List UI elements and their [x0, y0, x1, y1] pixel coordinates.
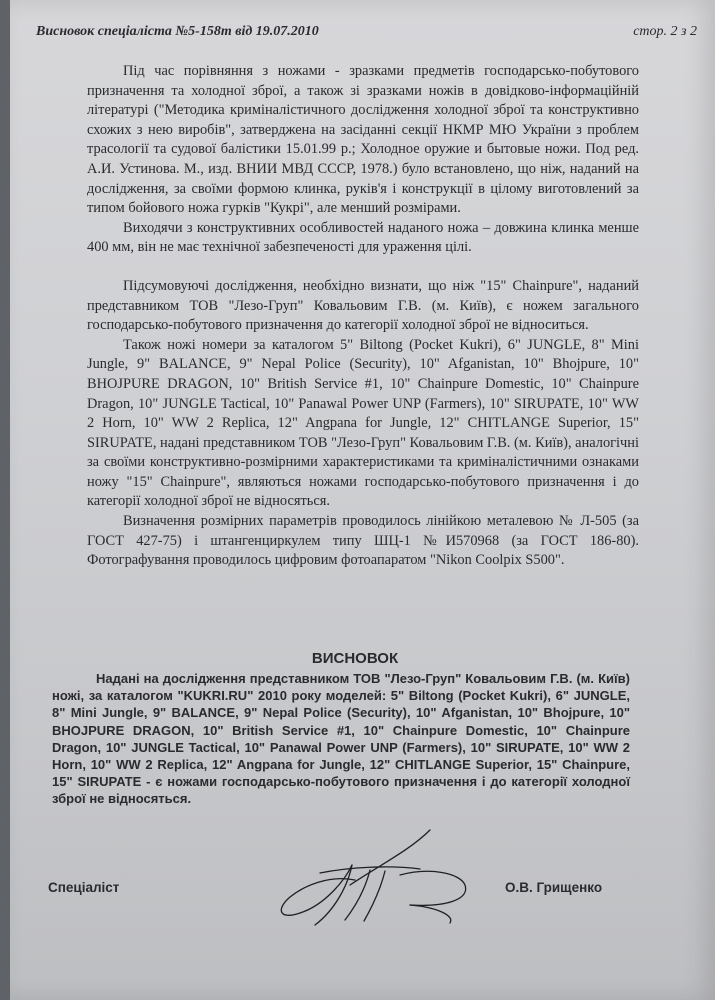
paragraph-summary: Підсумовуючі дослідження, необхідно визнати, що ніж "15" Chainpure", наданий представником ТОВ "Лезо-Груп" Ковальовим Г.В. (м. Київ), є ножем загального господарсько-побутового призначення до категорії холодної зброї не відноситься. [87, 277, 639, 334]
document-page [10, 0, 715, 1000]
document-body [87, 62, 639, 571]
conclusion-block [52, 670, 630, 808]
paragraph-other-knives: Також ножі номери за каталогом 5" Biltong (Pocket Kukri), 6" JUNGLE, 8" Mini Jungle, 9" BALANCE, 9" Nepal Police (Security), 10" Afganistan, 10" Bhojpure, 10" BHOJPURE DRAGON, 10" British Service #1, 10" Chainpure Domestic, 10" Chainpure Dragon, 10" JUNGLE Tactical, 10" Panawal Power UNP (Farmers), 10" SIRUPATE, 10" WW 2 Horn, 10" WW 2 Replica, 12" Angpana for Jungle, 12" CHITLANGE Superior, 15" SIRUPATE, надані представником ТОВ "Лезо-Груп" Ковальовим Г.В. (м. Київ), аналогічні за своїми конструктивно-розмірними характеристиками та криміналістичними ознаками ножу "15" Chainpure", являються ножами господарсько-побутового призначення і до категорії холодної зброї не відносяться. [87, 336, 639, 510]
signature-name: О.В. Грищенко [505, 880, 603, 895]
page-number: стор. 2 з 2 [633, 24, 697, 39]
conclusion-text: Надані на дослідження представником ТОВ "Лезо-Груп" Ковальовим Г.В. (м. Київ) ножі, за каталогом "KUKRI.RU" 2010 року моделей: 5" Biltong (Pocket Kukri), 6" JUNGLE, 8" Mini Jungle, 9" BALANCE, 9" Nepal Police (Security), 10" Afganistan, 10" Bhojpure, 10" BHOJPURE DRAGON, 10" British Service #1, 10" Chainpure Domestic, 10" Chainpure Dragon, 10" JUNGLE Tactical, 10" Panawal Power UNP (Farmers), 10" SIRUPATE, 10" WW 2 Horn, 10" WW 2 Replica, 12" Angpana for Jungle, 12" CHITLANGE Superior, 15" Chainpure, 15" SIRUPATE - є ножами господарсько-побутового призначення і до категорії холодної зброї не відносяться. [52, 671, 630, 807]
document-reference: Висновок спеціаліста №5-158т від 19.07.2010 [36, 24, 319, 39]
handwritten-signature [260, 825, 500, 935]
signature-role: Спеціаліст [48, 880, 120, 895]
conclusion-title: ВИСНОВОК [311, 650, 399, 667]
paragraph-blade-length: Виходячи з конструктивних особливостей наданого ножа – довжина клинка менше 400 мм, він не має технічної забезпеченості для ураження цілі. [87, 219, 639, 256]
paragraph-comparison: Під час порівняння з ножами - зразками предметів господарсько-побутового призначення та холодної зброї, а також зі зразками ножів в довідково-інформаційній літературі ("Методика криміналістичного дослідження холодної зброї та конструктивно схожих з нею виробів", затверджена на засіданні секції НКМР МЮ України з проблем трасології та судової балістики 15.01.99 р.; Холодное оружие и бытовые ножи. Под ред. А.И. Устинова. М., изд. ВНИИ МВД СССР, 1978.) було встановлено, що ніж, наданий на дослідження, за своїми формою клинка, руків'я і конструкції в цілому виготовлений за типом бойового ножа гурків "Кукрі", але менший розмірами. [87, 63, 639, 217]
page-header [36, 24, 697, 40]
paragraph-measurements: Визначення розмірних параметрів проводилось лінійкою металевою № Л-505 (за ГОСТ 427-75) і штангенциркулем типу ШЦ-1 №И570968 (за ГОСТ 186-80). Фотографування проводилось цифровим фотоапаратом "Nikon Coolpix S500". [87, 513, 639, 569]
